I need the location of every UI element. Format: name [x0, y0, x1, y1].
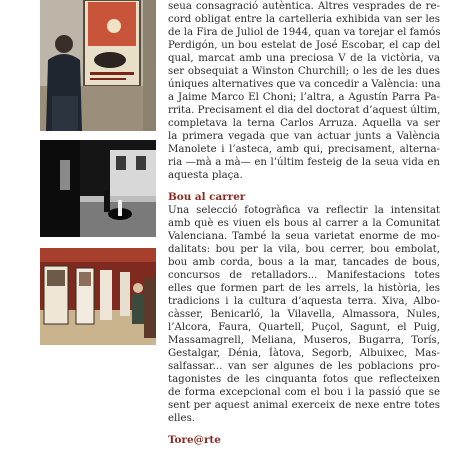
text-line: càsser, Benicarló, la Vilavella, Almassora, Nules, [168, 309, 440, 320]
text-line: Gestalgar, Dénia, Íàtova, Segorb, Albuixec, Mas- [168, 348, 440, 359]
text-line: bou amb corda, bous a la mar, tancades de bous, [168, 257, 440, 268]
text-line: tagonistes de les cinquanta fotos que reflecteixen [168, 374, 440, 385]
text-line: Manolete i l’asteca, amb qui, precisament, alterna- [168, 144, 440, 155]
text-line: l’Alcora, Faura, Quartell, Puçol, Sagunt, el Puig, [168, 322, 440, 333]
text-line: completava la terna Carlos Arruza. Aquella va ser [168, 118, 440, 129]
text-line: Valenciana. També la seua varietat enorme de mo- [168, 231, 440, 242]
section-heading-bou-al-carrer: Bou al carrer [168, 191, 246, 203]
intro-paragraph [168, 0, 440, 182]
text-line: amb què es viuen els bous al carrer a la Comunitat [168, 218, 440, 229]
text-line: Una selecció fotogràfica va reflectir la intensitat [168, 205, 440, 216]
text-line: ser obsequiat a Winston Churchill; o les de les dues [168, 66, 440, 77]
text-line: concursos de retalladors... Manifestacions totes [168, 270, 440, 281]
text-line: ria —mà a mà— en l’últim festeig de la seua vida en [168, 157, 440, 168]
text-line: dalitats: bou per la vila, bou cerrer, bou embolat, [168, 244, 440, 255]
text-line: a Jaime Marco El Choni; l’altra, a Agustín Parra Pa- [168, 92, 440, 103]
text-line: salfassar... van ser algunes de les poblacions pro- [168, 361, 440, 372]
text-line: tradicions i la cultura d’aquesta terra. Xiva, Albo- [168, 296, 440, 307]
text-line: la primera vegada que van actuar junts a València [168, 131, 440, 142]
text-line: úniques alternatives que va concedir a València: una [168, 79, 441, 90]
text-line: de forma excepcional com el bou i la passió que se [168, 387, 440, 398]
text-line: elles que formen part de les arrels, la història, les [168, 283, 440, 294]
text-line: aquesta plaça. [168, 170, 243, 181]
text-line: Massamagrell, Meliana, Museros, Bugarra, Torís, [168, 335, 440, 346]
article-text-column [168, 0, 440, 447]
text-line: rrita. Precisament el dia del doctorat d’aquest últim, [168, 105, 441, 116]
photo-exhibition-hall [40, 248, 156, 345]
text-line: Perdigón, un bou estelat de José Escobar, el cap del [168, 40, 440, 51]
text-line: cord obligat entre la cartelleria exhibida van ser les [168, 14, 440, 25]
text-line: qual, marcat amb una preciosa V de la victòria, va [168, 53, 440, 64]
text-line: de la Fira de Juliol de 1944, quan va torejar el famós [168, 27, 441, 38]
bou-al-carrer-paragraph [168, 204, 440, 425]
text-line: elles. [168, 413, 196, 424]
section-heading-toreart: Tore@rte [168, 434, 221, 446]
text-line: seua consagració autèntica. Altres vesprades de re- [168, 1, 440, 12]
photo-street-bullfight [40, 140, 156, 237]
photo-poster-visitor [40, 0, 156, 131]
text-line: sent per aquest animal exerceix de nexe entre totes [168, 400, 440, 411]
